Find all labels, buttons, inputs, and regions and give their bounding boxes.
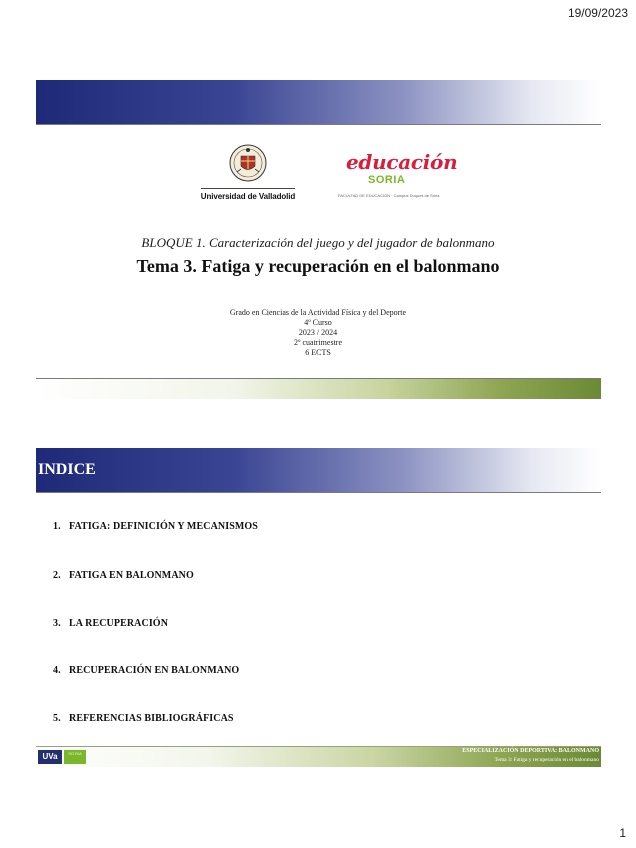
degree-line: Grado en Ciencias de la Actividad Física y del Deporte — [229, 308, 407, 317]
print-date: 19/09/2023 — [567, 6, 628, 20]
index-header-band — [36, 448, 601, 492]
list-item — [53, 618, 168, 629]
list-item — [53, 665, 239, 676]
footer-course-name: ESPECIALIZACIÓN DEPORTIVA: BALONMANO — [462, 748, 599, 754]
list-item-number: 5. — [53, 713, 61, 724]
title-slide-bottom-band — [36, 379, 601, 399]
list-item-label: REFERENCIAS BIBLIOGRÁFICAS — [69, 713, 234, 724]
slide-title: Tema 3. Fatiga y recuperación en el balonmano — [136, 256, 500, 276]
credits-line: 6 ECTS — [305, 348, 331, 357]
list-item-number: 3. — [53, 618, 61, 629]
list-item-number: 1. — [53, 521, 61, 532]
term-line: 2º cuatrimestre — [293, 338, 342, 347]
list-item-label: LA RECUPERACIÓN — [69, 618, 169, 629]
list-item — [53, 570, 194, 581]
education-logo-text: educación — [346, 150, 458, 174]
list-item-number: 4. — [53, 665, 61, 676]
list-item — [53, 521, 258, 532]
education-logo-tagline: FACULTAD DE EDUCACIÓN · Campus Duques de Soria — [338, 193, 440, 198]
list-item-label: FATIGA: DEFINICIÓN Y MECANISMOS — [69, 521, 258, 532]
year-line: 2023 / 2024 — [298, 328, 338, 337]
divider — [36, 492, 601, 493]
list-item — [53, 713, 234, 724]
divider — [201, 188, 295, 189]
block-subtitle: BLOQUE 1. Caracterización del juego y del jugador de balonmano — [141, 235, 495, 250]
course-line: 4º Curso — [304, 318, 332, 327]
divider — [36, 124, 601, 125]
education-logo-soria: SORIA — [368, 174, 406, 186]
uva-logo-icon: UVa — [38, 750, 62, 764]
list-item-number: 2. — [53, 570, 61, 581]
title-slide-top-band — [36, 80, 601, 124]
soria-logo-icon: SO RIA — [64, 750, 86, 764]
list-item-label: FATIGA EN BALONMANO — [69, 570, 194, 581]
page-number: 1 — [619, 826, 626, 840]
university-name: Universidad de Valladolid — [200, 192, 296, 201]
footer-topic-name: Tema 3: Fatiga y recuperación en el balonmano — [494, 757, 599, 763]
list-item-label: RECUPERACIÓN EN BALONMANO — [69, 665, 240, 676]
index-title: INDICE — [38, 461, 96, 478]
